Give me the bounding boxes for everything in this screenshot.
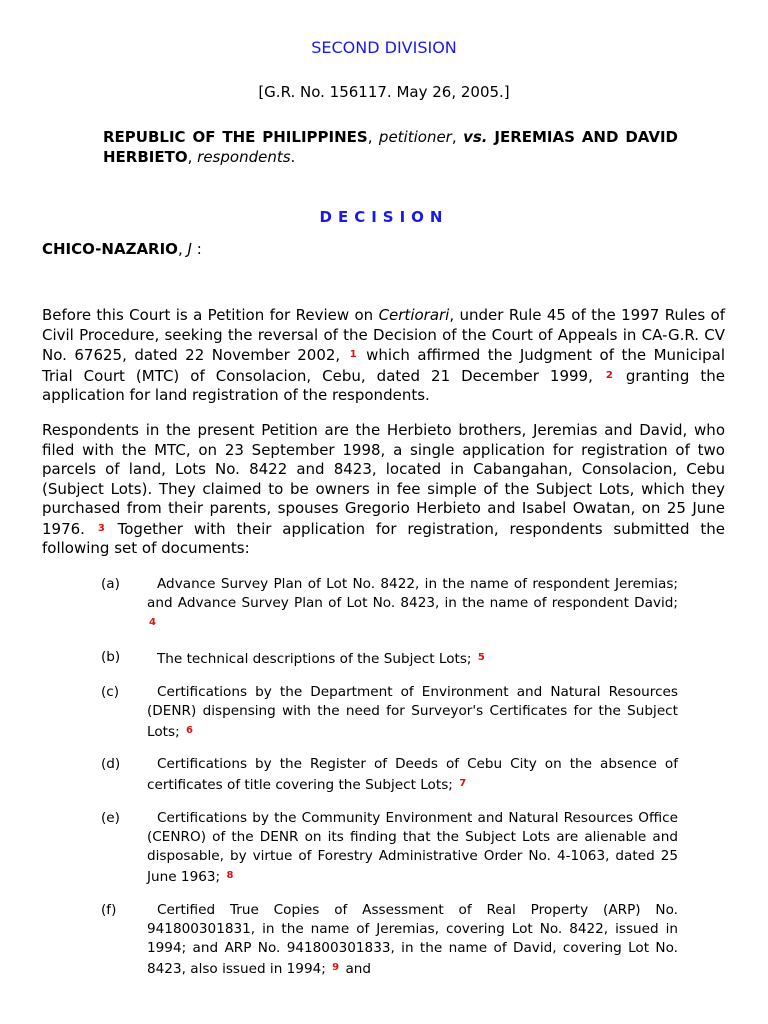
decision-title: DECISION xyxy=(319,208,449,226)
footnote-link-8[interactable]: 8 xyxy=(226,870,234,881)
footnote-link-7[interactable]: 7 xyxy=(459,778,467,789)
paragraph-intro: Before this Court is a Petition for Review on Certiorari, under Rule 45 of the 1997 Rules of Civil Procedure, seeking the reversal of the Decision of the Court of Appeals in CA-G.R. CV No. 67625, dated 22 November 2002, $^1$ which affirmed the Judgment of the Municipal Trial Court (MTC) of Consolacion, Cebu, dated 21 December 1999, $^2$ granting the application for land registration of the respondents. xyxy=(42,306,725,404)
list-item-letter: (e) xyxy=(101,810,120,826)
petitioner-name: REPUBLIC OF THE PHILIPPINES xyxy=(103,128,368,146)
list-item xyxy=(101,575,678,634)
case-number: [G.R. No. 156117. May 26, 2005.] xyxy=(258,83,510,101)
versus-label: vs. xyxy=(463,128,488,146)
parties-separator: , xyxy=(187,148,198,166)
certiorari-term: Certiorari xyxy=(378,306,450,324)
respondent-name: JEREMIAS AND DAVID HERBIETO xyxy=(103,128,679,166)
footnote-link-6[interactable]: 6 xyxy=(185,725,193,736)
footnote-link-3[interactable]: 3 xyxy=(97,522,105,534)
list-item xyxy=(101,809,678,887)
list-item-text: Certified True Copies of Assessment of Real Property (ARP) No. 941800301831, in the name of Jeremias, covering Lot No. 8422, issued in 1994; and ARP No. 941800301833, in the name of David, covering Lot No. 8423, also issued in 1994; xyxy=(147,902,678,977)
list-item-text: Certifications by the Community Environment and Natural Resources Office (CENRO) of the DENR on its finding that the Subject Lots are alienable and disposable, by virtue of Forestry Administrative Order No. 4-1063, dated 25 June 1963; xyxy=(147,810,678,885)
ponente-name: CHICO-NAZARIO xyxy=(42,240,178,258)
list-item-text: The technical descriptions of the Subject Lots; xyxy=(157,651,472,667)
list-item-letter: (c) xyxy=(101,684,120,700)
list-item-letter: (a) xyxy=(101,576,120,592)
footnote-link-4[interactable]: 4 xyxy=(149,617,156,628)
paragraph-facts: Respondents in the present Petition are the Herbieto brothers, Jeremias and David, who filed with the MTC, on 23 September 1998, a single application for registration of two parcels of land, Lots No. 8422 and 8423, located in Cabangahan, Consolacion, Cebu (Subject Lots). They claimed to be owners in fee simple of the Subject Lots, which they purchased from their parents, spouses Gregorio Herbieto and Isabel Owatan, on 25 June 1976. $^3$ Together with their application for registration, respondents submitted the following set of documents: xyxy=(42,421,725,557)
list-item-letter: (d) xyxy=(101,756,121,772)
footnote-link-2[interactable]: 2 xyxy=(605,369,613,381)
list-item-text: Certifications by the Department of Environment and Natural Resources (DENR) dispensing with the need for Surveyor's Certificates for the Subject Lots; xyxy=(147,684,678,740)
list-item xyxy=(101,901,678,979)
list-item-tail: and xyxy=(345,961,372,977)
list-item-text: Certifications by the Register of Deeds of Cebu City on the absence of certificates of title covering the Subject Lots; xyxy=(147,756,678,793)
respondent-role: respondents xyxy=(197,148,291,166)
ponente-title: J xyxy=(187,240,192,258)
footnote-link-1[interactable]: 1 xyxy=(349,349,357,360)
petitioner-role: petitioner xyxy=(378,128,452,146)
division-heading: SECOND DIVISION xyxy=(311,38,457,57)
footnote-link-9[interactable]: 9 xyxy=(332,962,340,973)
list-item xyxy=(101,755,678,795)
list-item-letter: (b) xyxy=(101,649,121,665)
list-item-letter: (f) xyxy=(101,902,117,918)
parties-end: . xyxy=(290,148,296,166)
parties-separator: , xyxy=(367,128,379,146)
footnote-link-5[interactable]: 5 xyxy=(477,652,485,663)
parties-separator: , xyxy=(451,128,464,146)
case-parties xyxy=(103,127,678,167)
list-item xyxy=(101,683,678,742)
list-item xyxy=(101,648,678,669)
list-item-text: Advance Survey Plan of Lot No. 8422, in the name of respondent Jeremias; and Advance Survey Plan of Lot No. 8423, in the name of respondent David; xyxy=(147,576,678,611)
ponente: CHICO-NAZARIO, J : xyxy=(42,240,202,258)
